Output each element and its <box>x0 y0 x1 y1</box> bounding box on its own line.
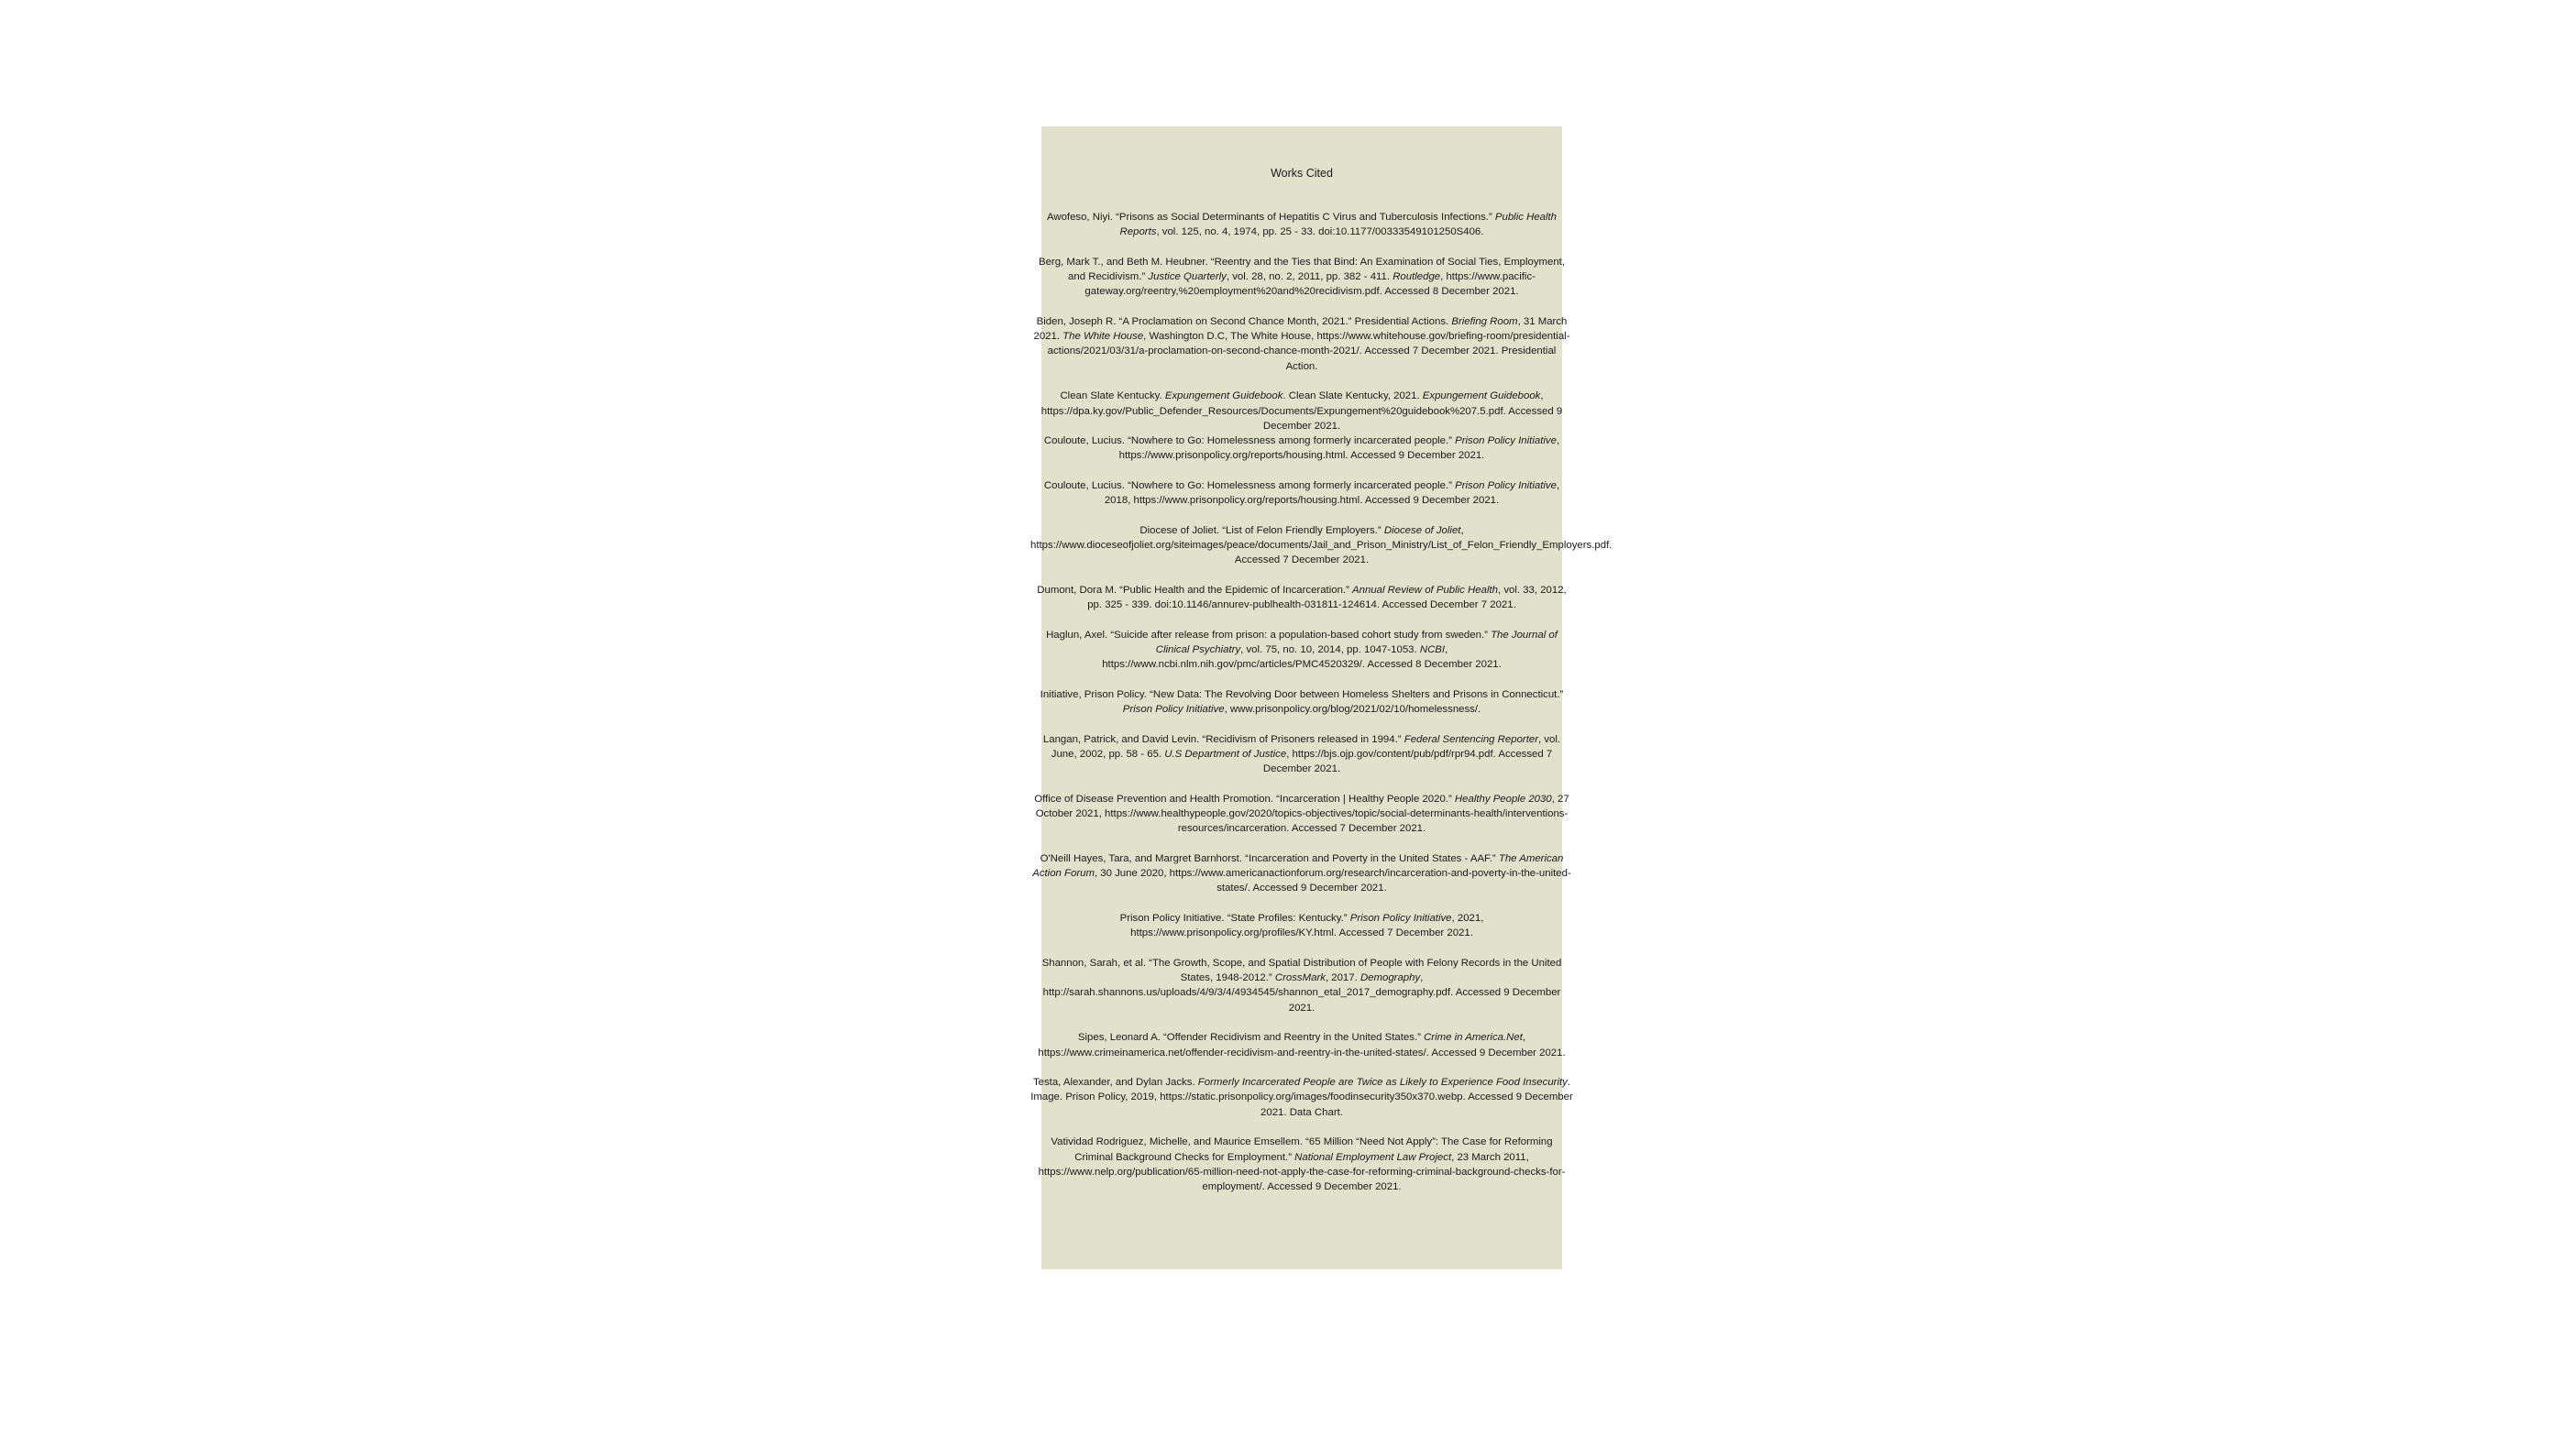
citation-source-title: Expungement Guidebook <box>1422 390 1541 402</box>
citation-text: Sipes, Leonard A. “Offender Recidivism and Reentry in the United States.” <box>1077 1032 1425 1044</box>
citation-text: . Clean Slate Kentucky, 2021. <box>1282 390 1423 402</box>
citation-text: Berg, Mark T., and Beth M. Heubner. “Reentry and the Ties that Bind: An Examination of Social Ties, Employment, and Recidivism.” <box>1038 256 1566 283</box>
citation-text: , https://dpa.ky.gov/Public_Defender_Resources/Documents/Expungement%20guidebook%207.5.pdf. Accessed 9 December 2021. <box>1040 390 1563 432</box>
citation-source-title: Prison Policy Initiative <box>1349 913 1452 925</box>
citation-entry <box>1030 255 1573 300</box>
citation-text: , https://www.crimeinamerica.net/offender-recidivism-and-reentry-in-the-united-states/. Accessed 9 December 2021. <box>1038 1032 1566 1059</box>
citation-source-title: Briefing Room <box>1451 316 1518 328</box>
citation-text: Shannon, Sarah, et al. “The Growth, Scope, and Spatial Distribution of People with Felony Records in the United States, 1948-2012.” <box>1041 958 1562 984</box>
citation-text: , https://www.pacific-gateway.org/reentry,%20employment%20and%20recidivism.pdf. Accessed 8 December 2021. <box>1084 271 1536 298</box>
citation-text: Langan, Patrick, and David Levin. “Recidivism of Prisoners released in 1994.” <box>1042 733 1404 745</box>
citation-text: , http://sarah.shannons.us/uploads/4/9/3/4/4934545/shannon_etal_2017_demography.pdf. Accessed 9 December 2021. <box>1042 972 1561 1014</box>
citation-text: Couloute, Lucius. “Nowhere to Go: Homelessness among formerly incarcerated people.” <box>1043 434 1456 446</box>
citation-text: O'Neill Hayes, Tara, and Margret Barnhorst. “Incarceration and Poverty in the United States - AAF.” <box>1040 853 1499 864</box>
citation-text: , 31 March 2021. <box>1033 316 1568 343</box>
citation-source-title: Routledge <box>1393 271 1441 283</box>
citation-text: . Image. Prison Policy, 2019, https://static.prisonpolicy.org/images/foodinsecurity350x370.webp. Accessed 9 December 2021. Data Chart. <box>1030 1077 1573 1118</box>
citation-source-title: Healthy People 2030 <box>1454 793 1552 805</box>
citation-entry <box>1030 628 1573 673</box>
citation-text: , 30 June 2020, https://www.americanactionforum.org/research/incarceration-and-poverty-in-the-united-states/. Accessed 9 December 2021. <box>1094 868 1571 894</box>
citation-entry <box>1030 851 1573 896</box>
citation-entry <box>1030 792 1573 837</box>
citation-entry <box>1030 1135 1573 1194</box>
citation-entry <box>1030 210 1573 239</box>
citation-text: , 27 October 2021, https://www.healthypeople.gov/2020/topics-objectives/topic/social-determinants-health/interventions-resources/incarceration. Accessed 7 December 2021. <box>1035 793 1569 835</box>
citation-text: , vol. June, 2002, pp. 58 - 65. <box>1051 733 1561 760</box>
citation-source-title: Expungement Guidebook <box>1164 390 1283 402</box>
citation-source-title: NCBI <box>1419 643 1446 655</box>
citation-entry <box>1030 523 1613 568</box>
citation-source-title: Crime in America.Net <box>1424 1032 1523 1044</box>
citation-text: , vol. 125, no. 4, 1974, pp. 25 - 33. doi:10.1177/00333549101250S406. <box>1156 226 1484 238</box>
document-page <box>1030 126 1613 1269</box>
citation-entry <box>1030 433 1573 463</box>
citation-text: , vol. 28, no. 2, 2011, pp. 382 - 411. <box>1226 271 1393 283</box>
citation-text: Initiative, Prison Policy. “New Data: The Revolving Door between Homeless Shelters and Prisons in Connecticut.” <box>1040 688 1564 700</box>
citation-entry <box>1030 314 1573 374</box>
citation-entry <box>1030 583 1573 612</box>
citation-source-title: Formerly Incarcerated People are Twice as Likely to Experience Food Insecurity <box>1197 1077 1568 1089</box>
citation-text: Vatividad Rodriguez, Michelle, and Maurice Emsellem. “65 Million “Need Not Apply”: The Case for Reforming Criminal Background Checks for Employment.” <box>1051 1136 1553 1163</box>
citation-source-title: Federal Sentencing Reporter <box>1404 733 1538 745</box>
citation-text: Haglun, Axel. “Suicide after release from prison: a population-based cohort study from sweden.” <box>1046 629 1492 641</box>
citation-text: , vol. 33, 2012, pp. 325 - 339. doi:10.1146/annurev-publhealth-031811-124614. Accessed December 7 2021. <box>1087 584 1567 611</box>
citation-text: , https://www.ncbi.nlm.nih.gov/pmc/articles/PMC4520329/. Accessed 8 December 2021. <box>1102 643 1502 671</box>
citation-text: , https://bjs.ojp.gov/content/pub/pdf/rpr94.pdf. Accessed 7 December 2021. <box>1262 748 1553 775</box>
citation-source-title: National Employment Law Project <box>1294 1151 1452 1163</box>
citation-entry <box>1030 956 1573 1015</box>
citation-entry <box>1030 389 1573 433</box>
citation-text: Testa, Alexander, and Dylan Jacks. <box>1032 1077 1198 1089</box>
citation-text: Diocese of Joliet. “List of Felon Friendly Employers.” <box>1139 524 1384 536</box>
citation-source-title: The White House <box>1062 331 1144 343</box>
citation-text: Prison Policy Initiative. “State Profiles: Kentucky.” <box>1119 913 1350 925</box>
citation-source-title: Demography <box>1360 972 1421 984</box>
citation-text: , Washington D.C, The White House, https://www.whitehouse.gov/briefing-room/presidential-actions/2021/03/31/a-proclamation-on-second-chance-month-2021/. Accessed 7 December 2021. Presidential Action. <box>1047 331 1570 372</box>
citation-text: Awofeso, Niyi. “Prisons as Social Determinants of Hepatitis C Virus and Tuberculosis Infections.” <box>1046 212 1495 223</box>
citation-text: , vol. 75, no. 10, 2014, pp. 1047-1053. <box>1240 643 1420 655</box>
citation-source-title: The American Action Forum <box>1032 853 1564 880</box>
citation-text: , 2021, https://www.prisonpolicy.org/profiles/KY.html. Accessed 7 December 2021. <box>1130 913 1484 939</box>
citation-source-title: Annual Review of Public Health <box>1352 584 1498 596</box>
citation-source-title: U.S Department of Justice <box>1164 748 1287 760</box>
citation-entry <box>1030 911 1573 940</box>
citation-text: Biden, Joseph R. “A Proclamation on Second Chance Month, 2021.” Presidential Actions. <box>1036 316 1452 328</box>
citation-entry <box>1030 478 1573 508</box>
page-title: Works Cited <box>1271 167 1333 180</box>
citation-source-title: Prison Policy Initiative <box>1122 704 1225 716</box>
citation-source-title: CrossMark <box>1274 972 1326 984</box>
citation-text: , 23 March 2011, https://www.nelp.org/publication/65-million-need-not-apply-the-case-for-reforming-criminal-background-checks-for-employment/. Accessed 9 December 2021. <box>1038 1151 1566 1192</box>
citation-entry <box>1030 732 1573 777</box>
citation-text: , https://www.prisonpolicy.org/reports/housing.html. Accessed 9 December 2021. <box>1118 434 1560 462</box>
citation-source-title: Justice Quarterly <box>1148 271 1227 283</box>
citation-source-title: The Journal of Clinical Psychiatry <box>1155 629 1558 655</box>
citation-entry <box>1030 1075 1573 1120</box>
citation-source-title: Diocese of Joliet <box>1383 524 1461 536</box>
citation-text: , https://www.dioceseofjoliet.org/siteimages/peace/documents/Jail_and_Prison_Ministry/List_of_Felon_Friendly_Employers.pdf. Accessed 7 December 2021. <box>1030 524 1613 566</box>
citation-source-title: Public Health Reports <box>1119 212 1558 238</box>
citation-text: Office of Disease Prevention and Health Promotion. “Incarceration | Healthy People 2020.” <box>1034 793 1455 805</box>
citation-text: , www.prisonpolicy.org/blog/2021/02/10/homelessness/. <box>1224 704 1481 716</box>
citation-text: Dumont, Dora M. “Public Health and the Epidemic of Incarceration.” <box>1037 584 1353 596</box>
citation-text: Couloute, Lucius. “Nowhere to Go: Homelessness among formerly incarcerated people.” <box>1043 479 1456 491</box>
citation-entry <box>1030 1030 1573 1059</box>
citation-source-title: Prison Policy Initiative <box>1455 434 1557 446</box>
citation-source-title: Prison Policy Initiative <box>1455 479 1557 491</box>
works-cited-list <box>1030 210 1613 1210</box>
citation-text: Clean Slate Kentucky. <box>1060 390 1165 402</box>
citation-text: , 2018, https://www.prisonpolicy.org/reports/housing.html. Accessed 9 December 2021. <box>1104 479 1560 507</box>
citation-text: , 2017. <box>1325 972 1360 984</box>
citation-entry <box>1030 687 1573 717</box>
